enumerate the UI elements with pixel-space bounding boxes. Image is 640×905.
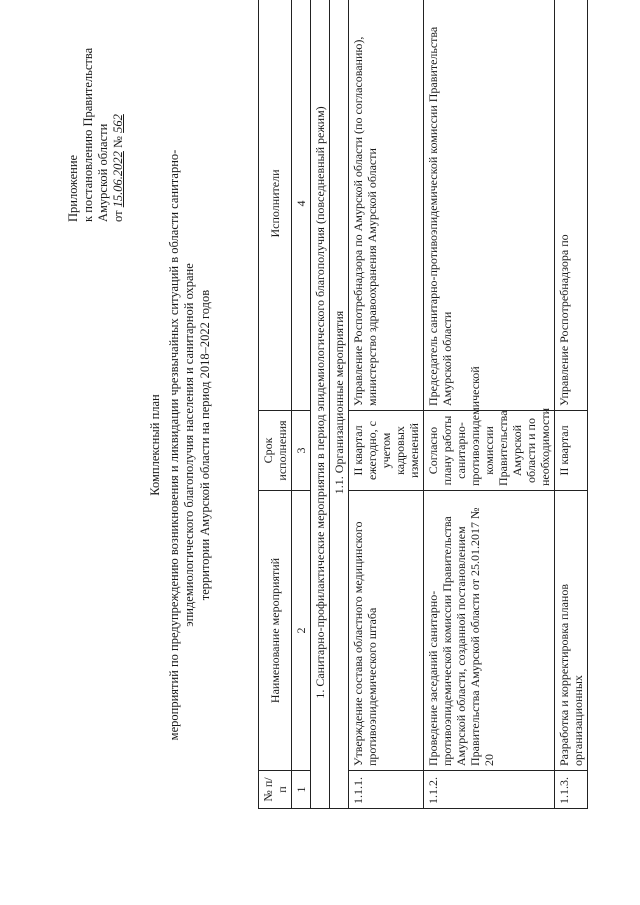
appendix-date: 15.06.2022: [111, 151, 125, 208]
appendix-region: Амурской области: [96, 123, 110, 222]
row-number: 1.1.2.: [424, 771, 555, 809]
row-term: Согласно плану работы санитарно-противоэпидемической комиссии Правительства Амурской области и по необходимости: [424, 411, 555, 491]
header-term: Срок исполнения: [259, 411, 292, 491]
table-row: [424, 0, 555, 809]
appendix-number: 562: [111, 114, 125, 133]
col-number-4: 4: [292, 0, 311, 411]
row-name: Разработка и корректировка планов организационных: [555, 491, 588, 771]
row-number: 1.1.1.: [349, 771, 424, 809]
header-name: Наименование мероприятий: [259, 491, 292, 771]
appendix-number-label: №: [111, 136, 125, 148]
row-name: Утверждение состава областного медицинского противоэпидемического штаба: [349, 491, 424, 771]
row-term: II квартал ежегодно, с учетом кадровых изменений: [349, 411, 424, 491]
appendix-date-line: [111, 22, 126, 222]
table-header-row: [259, 0, 292, 809]
title-line-4: территории Амурской области на период 2018–2022 годов: [197, 289, 212, 601]
section-title: 1. Санитарно-профилактические мероприятия в период эпидемиологического благополучия (повседневный режим): [311, 0, 330, 809]
section-row: [311, 0, 330, 809]
appendix-resolution: к постановлению Правительства: [81, 47, 95, 222]
title-line-3: эпидемиологического благополучия населения и санитарной охране: [182, 263, 196, 627]
appendix-label: Приложение: [66, 154, 80, 222]
col-number-3: 3: [292, 411, 311, 491]
table-row: [555, 0, 588, 809]
row-name: Проведение заседаний санитарно-противоэпидемической комиссии Правительства Амурской области, созданной постановлением Правительства Амурской области от 25.01.2017 № 20: [424, 491, 555, 771]
document-title: [148, 75, 213, 815]
appendix-from-label: от: [111, 210, 125, 222]
row-number: 1.1.3.: [555, 771, 588, 809]
table-numbering-row: [292, 0, 311, 809]
row-executors: Управление Роспотребнадзора по Амурской области (по согласованию), министерство здравоохранения Амурской области: [349, 0, 424, 411]
plan-table: [258, 0, 588, 809]
subsection-title: 1.1. Организационные мероприятия: [330, 0, 349, 809]
subsection-row: [330, 0, 349, 809]
title-line-1: Комплексный план: [148, 394, 162, 496]
row-term: II квартал: [555, 411, 588, 491]
row-executors: Председатель санитарно-противоэпидемической комиссии Правительства Амурской области: [424, 0, 555, 411]
table-row: [349, 0, 424, 809]
col-number-2: 2: [292, 491, 311, 771]
header-number: № п/п: [259, 771, 292, 809]
header-executors: Исполнители: [259, 0, 292, 411]
title-line-2: мероприятий по предупреждению возникновения и ликвидации чрезвычайных ситуаций в области санитарно-: [166, 149, 181, 741]
row-executors: Управление Роспотребнадзора по: [555, 0, 588, 411]
appendix-header: [66, 22, 126, 222]
col-number-1: 1: [292, 771, 311, 809]
